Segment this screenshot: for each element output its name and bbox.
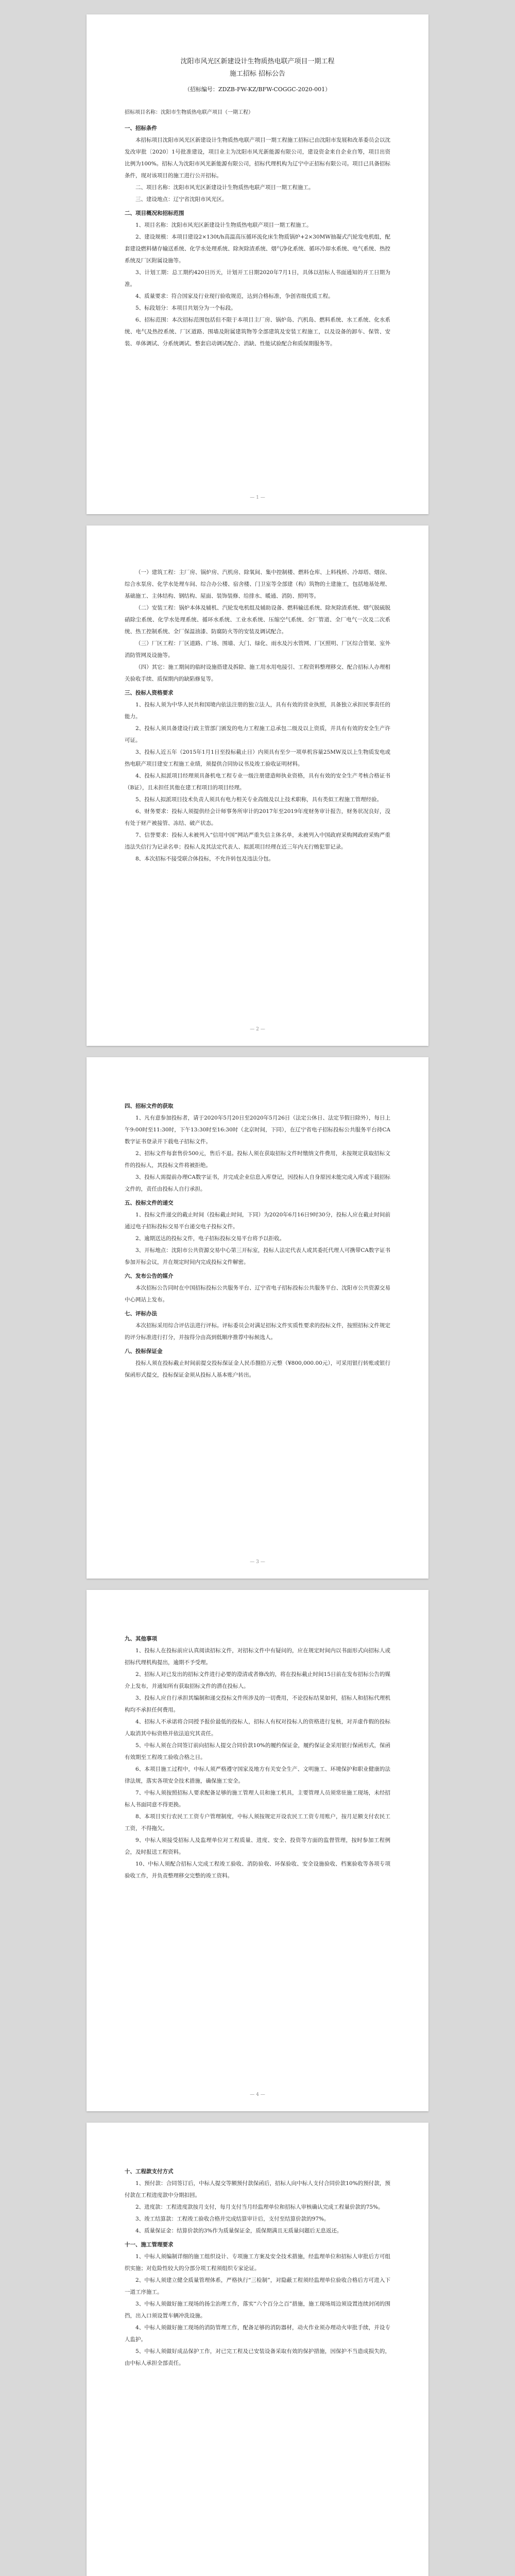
list-item: 1、项目名称：沈阳市风光区新建设计生物质热电联产项目一期工程施工。 <box>135 222 312 228</box>
paragraph: 3、中标人须做好施工现场的扬尘治理工作，落实“六个百分之百”措施，施工现场周边须设置连续封闭的围挡，出入口须设置车辆冲洗设施。 <box>125 2301 390 2319</box>
section-heading-10: 十、工程款支付方式 <box>125 2168 174 2175</box>
paragraph: 2、中标人须建立健全质量管理体系，严格执行“三检制”，对隐蔽工程须经监理单位验收合格后方可进入下一道工序施工。 <box>125 2277 390 2295</box>
paragraph: （一）建筑工程：主厂房、锅炉房、汽机房、除氧间、集中控制楼、燃料仓库、上料栈桥、冷却塔、烟囱、综合水泵房、化学水处理车间、综合办公楼、宿舍楼、门卫室等全部建（构）筑物的土建施工，包括地基处理、基础施工、主体结构、钢结构、屋面、装饰装修、给排水、暖通、消防、照明等。 <box>125 569 390 599</box>
section-heading-6: 六、发布公告的媒介 <box>125 1273 174 1279</box>
paragraph: 8、本次招标不接受联合体投标，不允许转包及违法分包。 <box>135 856 274 862</box>
paragraph: 7、信誉要求：投标人未被列入“信用中国”网站严重失信主体名单，未被列入中国政府采购网政府采购严重违法失信行为记录名单；投标人及其法定代表人、拟派项目经理在近三年内无行贿犯罪记录。 <box>125 832 390 850</box>
section-heading-9: 九、其他事项 <box>125 1636 157 1642</box>
paragraph: 2、招标文件每套售价500元，售后不退。投标人须在获取招标文件时缴纳文件费用，未按规定获取招标文件的投标人，其投标文件将被拒绝。 <box>125 1150 390 1168</box>
page-number: — 1 — <box>250 495 265 500</box>
title-line-2: 施工招标 招标公告 <box>229 70 286 78</box>
page-number: — 2 — <box>250 1027 265 1032</box>
paragraph: 10、中标人须配合招标人完成工程竣工验收、消防验收、环保验收、安全设施验收、档案验收等各项专项验收工作，并负责整理移交完整的竣工资料。 <box>125 1861 390 1879</box>
paragraph: 2、进度款：工程进度款按月支付，每月支付当月经监理单位和招标人审核确认完成工程量价款的75%。 <box>135 2204 384 2210</box>
paragraph: 3、投标人近五年（2015年1月1日至投标截止日）内须具有至少一项单机容量25MW及以上生物质发电或热电联产项目建安工程施工业绩，须提供合同协议书及竣工验收证明材料。 <box>125 749 390 767</box>
paragraph: 8、本项目实行农民工工资专户管理制度，中标人须按规定开设农民工工资专用账户，按月足额支付农民工工资，不得拖欠。 <box>125 1814 390 1832</box>
list-item: 6、招标范围：本次招标范围包括但不限于本项目主厂房、锅炉岛、汽机岛、燃料系统、水工系统、化水系统、电气及热控系统、厂区道路、围墙及附属建筑物等全部建筑及安装工程施工，以及设备的卸车、保管、安装、单体调试、分系统调试、整套启动调试配合、消缺、性能试验配合和质保期服务等。 <box>125 317 390 347</box>
title-line-1: 沈阳市风光区新建设计生物质热电联产项目一期工程 <box>180 58 335 65</box>
list-item: 3、计划工期：总工期约420日历天，计划开工日期2020年7月1日，具体以招标人书面通知的开工日期为准。 <box>125 269 390 287</box>
paragraph: 4、投标人拟派项目经理须具备机电工程专业一级注册建造师执业资格，具有有效的安全生产考核合格证书（B证），且未担任其他在建工程项目的项目经理。 <box>125 773 390 791</box>
paragraph: 4、质量保证金：结算价款的3%作为质量保证金，质保期满且无质量问题后无息返还。 <box>135 2228 342 2234</box>
section-heading-1: 一、招标条件 <box>125 125 157 131</box>
paragraph: 4、招标人不承诺将合同授予报价最低的投标人，招标人有权对投标人的资格进行复核，对弄虚作假的投标人取消其中标资格并依法追究其责任。 <box>125 1719 390 1737</box>
paragraph: 本招标项目沈阳市风光区新建设计生物质热电联产项目一期工程施工招标已由沈阳市发展和改革委员会以沈发改审批〔2020〕1号批准建设，项目业主为沈阳市风光新能源有限公司，建设资金来自企业自筹，项目出资比例为100%。招标人为沈阳市风光新能源有限公司，招标代理机构为辽宁中正招标有限公司。项目已具备招标条件，现对该项目的施工进行公开招标。 <box>125 137 390 179</box>
paragraph: 1、投标文件递交的截止时间（投标截止时间，下同）为2020年6月16日9时30分，投标人应在截止时间前通过电子招标投标交易平台递交电子投标文件。 <box>125 1212 390 1230</box>
paragraph: 6、本项目施工过程中，中标人须严格遵守国家及地方有关安全生产、文明施工、环境保护和职业健康的法律法规，落实各项安全技术措施，确保施工安全。 <box>125 1766 390 1784</box>
paragraph: 5、中标人须做好成品保护工作，对已完工程及已安装设备采取有效的保护措施，因保护不当造成损失的，由中标人承担全部责任。 <box>125 2348 390 2366</box>
paragraph: 投标人须在投标截止时间前提交投标保证金人民币捌拾万元整（¥800,000.00元），可采用银行转账或银行保函形式提交，投标保证金须从投标人基本账户转出。 <box>125 1360 390 1378</box>
document-title <box>125 56 390 80</box>
tender-number: （招标编号：ZDZB-FW-KZ/BFW-COGGC-2020-001） <box>184 86 331 93</box>
paragraph: 5、投标人拟派项目技术负责人须具有电力相关专业高级及以上技术职称，具有类似工程施工管理经验。 <box>135 796 383 803</box>
paragraph: 本次招标公告同时在中国招标投标公共服务平台、辽宁省电子招标投标公共服务平台、沈阳市公共资源交易中心网站上发布。 <box>125 1285 390 1303</box>
paragraph: 3、投标人需提前办理CA数字证书，并完成企业信息入库登记，因投标人自身原因未能完成入库或下载招标文件的，责任由投标人自行承担。 <box>125 1174 390 1192</box>
paragraph: 5、中标人须在合同签订前向招标人提交合同价款10%的履约保证金，履约保证金采用银行保函形式，保函有效期至工程竣工验收合格之日。 <box>125 1742 390 1760</box>
paragraph: 2、招标人对已发出的招标文件进行必要的澄清或者修改的，将在投标截止时间15日前在发布招标公告的媒介上发布，并通知所有获取招标文件的潜在投标人。 <box>125 1671 390 1689</box>
paragraph: （二）安装工程：锅炉本体及辅机、汽轮发电机组及辅助设备、燃料输送系统、除灰除渣系统、烟气脱硫脱硝除尘系统、化学水处理系统、循环水系统、工业水系统、压缩空气系统、全厂管道、全厂电气一次及二次系统、热工控制系统、全厂保温油漆、防腐防火等的安装及调试配合。 <box>125 605 390 635</box>
document-page-1 <box>87 14 428 514</box>
paragraph: 3、投标人应自行承担其编制和递交投标文件所涉及的一切费用，不论投标结果如何，招标人和招标代理机构均不承担任何费用。 <box>125 1695 390 1713</box>
document-page-5 <box>87 2123 428 2576</box>
paragraph: 2、投标人须具备建设行政主管部门颁发的电力工程施工总承包二级及以上资质，并具有有效的安全生产许可证。 <box>125 725 390 743</box>
section-heading-5: 五、投标文件的递交 <box>125 1200 174 1206</box>
paragraph: 二、项目名称：沈阳市风光区新建设计生物质热电联产项目一期工程施工。 <box>135 184 314 191</box>
paragraph: 3、竣工结算款：工程竣工验收合格并完成结算审计后，支付至结算价款的97%。 <box>135 2216 330 2222</box>
section-heading-7: 七、评标办法 <box>125 1311 157 1317</box>
paragraph: 1、凡有意参加投标者，请于2020年5月20日至2020年5月26日（法定公休日、法定节假日除外），每日上午9:00时至11:30时，下午13:30时至16:30时（北京时间，下同），在辽宁省电子招标投标公共服务平台持CA数字证书登录并下载电子招标文件。 <box>125 1115 390 1145</box>
list-item: 2、建设规模：本项目建设2×130t/h高温高压循环流化床生物质锅炉+2×30MW抽凝式汽轮发电机组，配套建设燃料储存输送系统、化学水处理系统、除灰除渣系统、烟气净化系统、循环冷却水系统、电气系统、热控系统及厂区附属设施等。 <box>125 234 390 264</box>
section-heading-11: 十一、施工管理要求 <box>125 2242 174 2248</box>
section-heading-2: 二、项目概况和招标范围 <box>125 210 184 216</box>
paragraph: 2、逾期送达的投标文件，电子招标投标交易平台将予以拒收。 <box>135 1235 285 1242</box>
document-page-3 <box>87 1057 428 1579</box>
list-item: 5、标段划分：本项目共划分为一个标段。 <box>135 305 236 311</box>
paragraph: 本次招标采用综合评估法进行评标。评标委员会对满足招标文件实质性要求的投标文件，按照招标文件规定的评分标准进行打分，并按得分由高到低顺序推荐中标候选人。 <box>125 1323 390 1341</box>
paragraph: 1、投标人须为中华人民共和国境内依法注册的独立法人，具有有效的营业执照，具备独立承担民事责任的能力。 <box>125 702 390 720</box>
document-page-2 <box>87 526 428 1046</box>
section-heading-4: 四、招标文件的获取 <box>125 1103 174 1109</box>
document-page-4 <box>87 1590 428 2111</box>
paragraph: 7、中标人须按照招标人要求配备足够的施工管理人员和施工机具，主要管理人员须常驻施工现场，未经招标人书面同意不得更换。 <box>125 1790 390 1808</box>
paragraph: 三、建设地点：辽宁省沈阳市风光区。 <box>135 196 228 202</box>
paragraph: 1、投标人在投标前应认真阅读招标文件，对招标文件中有疑问的，应在规定时间内以书面形式向招标人或招标代理机构提出，逾期不予受理。 <box>125 1648 390 1666</box>
paragraph: 4、中标人须做好施工现场的消防管理工作，配备足够的消防器材，动火作业须办理动火审批手续，并设专人监护。 <box>125 2325 390 2343</box>
paragraph: 3、开标地点：沈阳市公共资源交易中心第三开标室，投标人法定代表人或其委托代理人可携带CA数字证书参加开标会议，并在规定时间内完成投标文件解密。 <box>125 1247 390 1265</box>
paragraph: 1、预付款：合同签订后，中标人提交等额预付款保函后，招标人向中标人支付合同价款10%的预付款，预付款在工程进度款中分期扣回。 <box>125 2180 390 2198</box>
page-number: — 4 — <box>250 2092 265 2097</box>
list-item: 4、质量要求：符合国家及行业现行验收规范，达到合格标准，争创省级优质工程。 <box>135 293 334 299</box>
paragraph: （三）厂区工程：厂区道路、广场、围墙、大门、绿化、雨水及污水管网、厂区照明、厂区综合管架、室外消防管网及设施等。 <box>125 640 390 658</box>
paragraph: 9、中标人须接受招标人及监理单位对工程质量、进度、安全、投资等方面的监督管理，按时参加工程例会，及时报送工程资料。 <box>125 1837 390 1855</box>
paragraph: 6、财务要求：投标人须提供经会计师事务所审计的2017年至2019年度财务审计报告，财务状况良好，没有处于财产被接管、冻结、破产状态。 <box>125 808 390 826</box>
paragraph: （四）其它：施工期间的临时设施搭建及拆除、施工用水用电接引、工程资料整理移交、配合招标人办理相关验收手续、质保期内的缺陷修复等。 <box>125 664 390 682</box>
paragraph: 1、中标人须编制详细的施工组织设计、专项施工方案及安全技术措施，经监理单位和招标人审批后方可组织实施；对危险性较大的分部分项工程须组织专家论证。 <box>125 2253 390 2272</box>
section-heading-8: 八、投标保证金 <box>125 1348 163 1354</box>
page-number: — 3 — <box>250 1560 265 1565</box>
section-heading-3: 三、投标人资格要求 <box>125 690 174 696</box>
project-name-line: 招标项目名称：沈阳市生物质热电联产项目（一期工程） <box>125 110 253 115</box>
